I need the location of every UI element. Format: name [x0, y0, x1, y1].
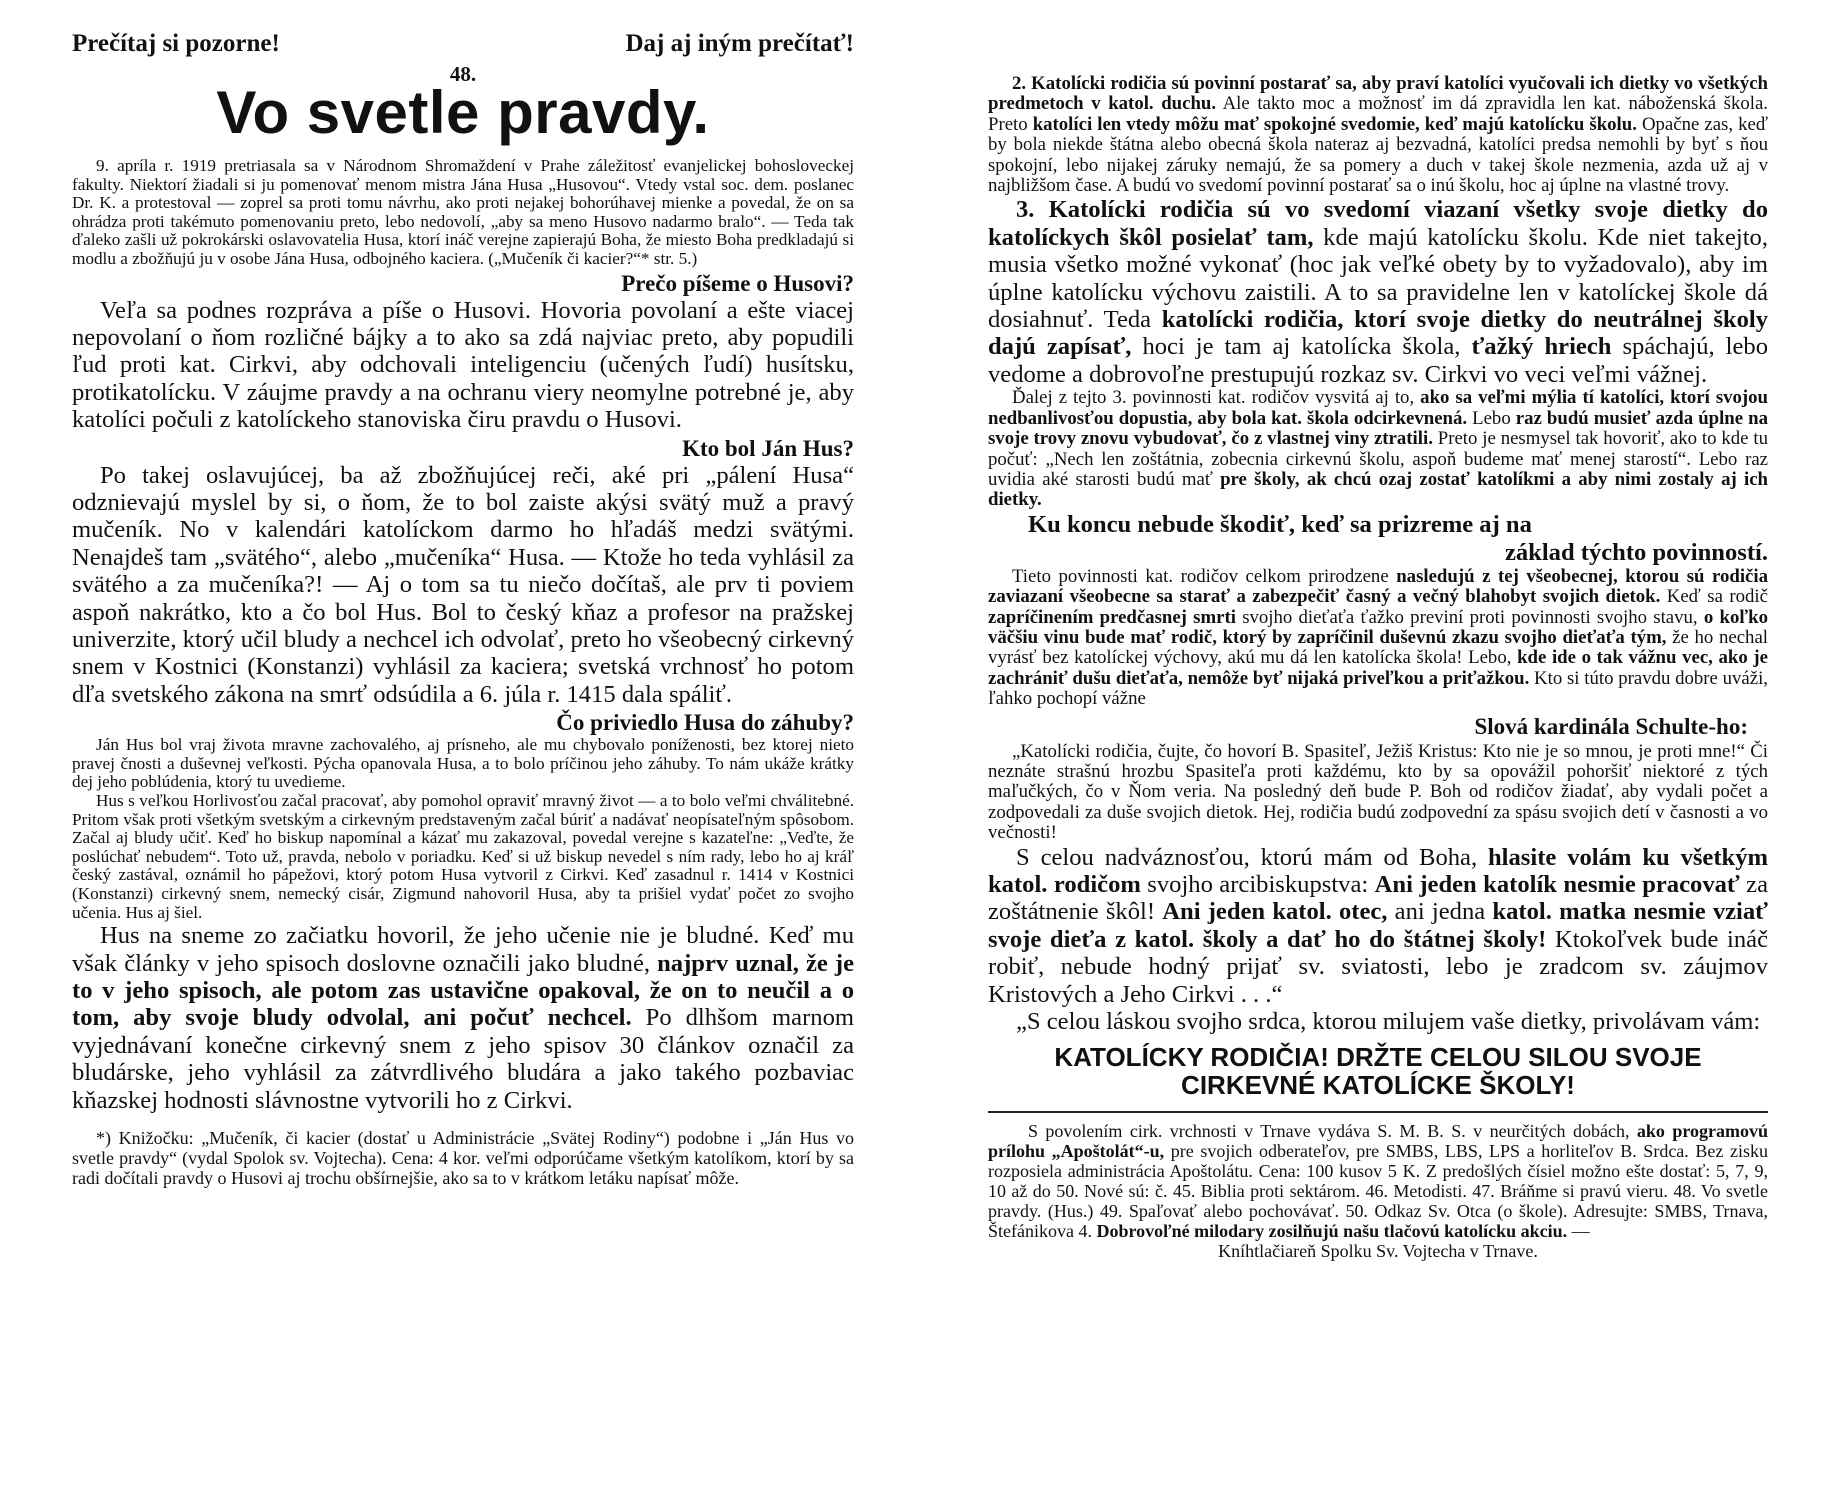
- foundation-bold-h: kde ide o tak vážnu vec, ako je zachrániť dušu dieťaťa, nemôže byť nijaká priveľkou a priťažkou.: [988, 647, 1769, 689]
- paragraph-council: [72, 922, 854, 1114]
- footnote: *) Knižočku: „Mučeník, či kacier (dostať u Administrácie „Svätej Rodiny“) podobne i „Ján Hus vo svetle pravdy“ (vydal Spolok sv. Vojtecha). Cena: 4 kor. veľmi odporúčame všetkým katolíkom, ktorí by sa radi dočítali pravdy o Husovi aj trochu obšírnejšie, ako sa to v krátkom letáku napísať môže.: [72, 1128, 854, 1189]
- consequence-paragraph: [988, 388, 1768, 510]
- foundation-text-a: Tieto povinnosti kat. rodičov celkom prirodzene: [1012, 565, 1397, 587]
- header-row: [72, 30, 854, 58]
- intro-paragraph: 9. apríla r. 1919 pretriasala sa v Národnom Shromaždení v Prahe záležitosť evanjelickej bohosloveckej fakulty. Niektorí žiadali si ju pomenovať menom mistra Jána Husa „Husovou“. Vtedy vstal soc. dem. poslanec Dr. K. a protestoval — zoprel sa proti tomu návrhu, ako proti nejakej bohorúhavej mienke a povedal, že on sa ohrádza proti takémuto pomenovaniu preto, lebo nedovolí, „aby sa meno Husovo nadarmo bralo“. — Teda tak ďaleko zašli už pokrokárski oslavovatelia Husa, ktorí ináč verejne zapierajú Boha, že miesto Boha predkladajú si modlu a zbožňujú ju v osobe Jána Husa, odbojného kaciera. („Mučeník či kacier?“* str. 5.): [72, 156, 854, 268]
- quote2-bold-b: hlasite volám ku všetkým katol. rodičom: [988, 843, 1768, 898]
- divider-rule: [988, 1111, 1768, 1113]
- foundation-text-c: Keď sa rodič: [1660, 586, 1768, 608]
- right-page: [988, 74, 1768, 1261]
- quote2-text-c: svojho arcibiskupstva:: [1140, 871, 1375, 898]
- quote2-text-i: Ktokoľvek bude ináč robiť, nebude hodný prijať sv. sviatosti, lebo je zradcom sv. záujmov Kristových a Jeho Cirkvi . . .“: [988, 925, 1768, 1008]
- page-number: 48.: [449, 62, 477, 86]
- paragraph-why: Veľa sa podnes rozpráva a píše o Husovi. Hovoria povolaní a ešte viacej nepovolaní o ňom rozličné bájky a to ako sa zdá najviac preto, aby popudili ľud proti kat. Cirkvi, aby odchovali inteligenciu (učených ľudí) husítsku, protikatolícku. V záujme pravdy a na ochranu viery neomylne potrebné je, aby katolíci počuli z katolíckeho stanoviska čiru pravdu o Husovi.: [72, 296, 854, 434]
- duty-3-text-b: kde majú katolícku školu. Kde niet takejto, musia všetko možné vykonať (hoc jak veľké obety by to vyžadovalo), aby im úplne katolícku výchovu zaistili. A to sa pravidelne len v katolíckej škole dá dosiahnuť. Teda: [988, 223, 1768, 334]
- paragraph-ruin-2: Hus s veľkou Horlivosťou začal pracovať, aby pomohol opraviť mravný život — a to bolo veľmi chválitebné. Pritom však proti všetkým svetským a cirkevným predstaveným začal búriť a nadávať neopísateľným spôsobom. Začal aj bludy učiť. Keď ho biskup napomínal a kázať mu zakazoval, povedal verejne s kazateľne: „Veďte, že poslúchať nebudem“. Toto už, pravda, nebolo v poriadku. Keď si už biskup nevedel s ním rady, lebo ho aj kráľ český zastával, oznámil ho pápežovi, ktorý potom Husa vytvoril z Cirkvi. Keď zasadnul r. 1414 v Kostnici (Konstanzi) cirkevný snem, nemecký cisár, Zigmund nahovoril Husa, aby ta prišiel vydať počet zo svojho učenia. Hus aj šiel.: [72, 791, 854, 922]
- paragraph-ruin-1: Ján Hus bol vraj života mravne zachovalého, aj prísneho, ale mu chybovalo poníženosti, bez ktorej nieto pravej čnosti a duševnej veľkosti. Pýcha opanovala Husa, a to bolo príčinou jeho záhuby. To nám ukáže krátky dej jeho poblúdenia, ktorý tu uvedieme.: [72, 735, 854, 792]
- header-right: Daj aj iným prečítať!: [625, 30, 854, 57]
- foundation-text-e: svojho dieťaťa ťažko previní proti povinnosti svojho stavu,: [1235, 606, 1704, 628]
- consequence-bold-b: ako sa veľmi mýlia tí katolíci, ktorí svojou nedbanlivosťou dopustia, aby bola kat. škola odcirkevnená.: [988, 387, 1768, 429]
- section-heading-line-1: Ku koncu nebude škodiť, keď sa prizreme aj na: [1028, 510, 1532, 538]
- subheading-ruin: Čo priviedlo Husa do záhuby?: [556, 710, 854, 736]
- foundation-text-i: Kto si túto pravdu dobre uváži, ľahko pochopí vážne: [988, 667, 1768, 710]
- foundation-bold-d: zapríčinením predčasnej smrti: [988, 606, 1236, 628]
- consequence-bold-d: raz budú musieť azda úplne na svoje trovy znovu vybudovať, čo z vlastnej viny ztratili.: [988, 407, 1768, 450]
- duty-3-bold-e: ťažký hriech: [1471, 333, 1612, 361]
- duty-3-text-d: hoci je tam aj katolícka škola,: [1131, 333, 1472, 361]
- subheading-who: Kto bol Ján Hus?: [682, 435, 854, 461]
- duty-2-paragraph: [988, 74, 1768, 196]
- colophon-text-e: —: [1567, 1221, 1590, 1242]
- foundation-text-g: že ho nechal vyrásť bez katolíckej výchovy, akú mu dá len katolícka škola! Lebo,: [988, 626, 1768, 669]
- colophon-bold-d: Dobrovoľné milodary zosilňujú našu tlačovú katolícku akciu.: [1096, 1221, 1568, 1242]
- slogan-line-2: CIRKEVNÉ KATOLÍCKE ŠKOLY!: [1181, 1070, 1575, 1101]
- left-page: [72, 30, 854, 1189]
- colophon-paragraph: [988, 1121, 1768, 1241]
- quote-heading: Slová kardinála Schulte-ho:: [1474, 713, 1748, 739]
- quote-paragraph-3: „S celou láskou svojho srdca, ktorou milujem vaše dietky, privolávam vám:: [1016, 1008, 1761, 1036]
- header-left: Prečítaj si pozorne!: [72, 30, 280, 57]
- duty-3-text-f: spáchajú, lebo vedome a dobrovoľne prestupujú rozkaz sv. Cirkvi vo veci veľmi vážnej.: [988, 333, 1769, 388]
- foundation-bold-b: nasledujú z tej všeobecnej, ktorou sú rodičia zaviazaní všeobecne sa starať a zabezpečiť časný a večný blahobyt svojich dietok.: [988, 565, 1769, 608]
- duty-3-bold-c: katolícki rodičia, ktorí svoje dietky do neutrálnej školy dajú zapísať,: [988, 306, 1768, 361]
- colophon-text-c: pre svojich odberateľov, pre SMBS, LBS, LPS a horliteľov B. Srdca. Bez zisku rozposiela administrácia Apoštolátu. Cena: 100 kusov 5 K. Z predošlých čísiel možno ešte dostať: 5, 7, 9, 10 až do 50. Nové sú: č. 45. Biblia proti sektárom. 46. Metodisti. 47. Bráňme si pravú vieru. 48. Vo svetle pravdy. (Hus.) 49. Spaľovať alebo pochovávať. 50. Odkaz Sv. Otca (o škole). Adresujte: SMBS, Trnava, Štefánikova 4.: [988, 1141, 1768, 1242]
- quote-paragraph-1: „Katolícki rodičia, čujte, čo hovorí B. Spasiteľ, Ježiš Kristus: Kto nie je so mnou, je proti mne!“ Či neznáte strašnú hrozbu Spasiteľa proti každému, kto by sa opovážil pohoršiť niektoré z tých maľučkých, čo v Ňom veria. Na posledný deň bude P. Boh od rodičov žiadať, aby vydali počet a zodpovedali za duše svojich dietok. Hej, rodičia budú zodpovední za spásu svojich detí v časnosti a vo večnosti!: [988, 740, 1768, 844]
- foundation-bold-f: o koľko väčšiu vinu bude mať rodič, ktorý by zapríčinil duševnú zkazu svojho dieťaťa tým,: [988, 606, 1768, 648]
- colophon-bold-b: ako programovú prílohu „Apoštolát“-u,: [988, 1121, 1768, 1162]
- quote2-bold-h: katol. matka nesmie vziať svoje dieťa z katol. školy a dať ho do štátnej školy!: [988, 898, 1768, 953]
- quote2-bold-f: Ani jeden katol. otec,: [1162, 898, 1388, 926]
- section-heading-line-2: základ týchto povinností.: [1504, 538, 1768, 566]
- duty-2-bold-a: 2. Katolícki rodičia sú povinní postarať sa, aby praví katolíci vyučovali ich dietky vo všetkých predmetoch v katol. duchu.: [988, 73, 1768, 115]
- quote2-text-g: ani jedna: [1387, 898, 1493, 926]
- duty-3-paragraph: [988, 196, 1768, 388]
- foundation-paragraph: [988, 567, 1768, 710]
- page-title: Vo svetle pravdy.: [216, 79, 710, 146]
- consequence-bold-f: pre školy, ak chcú ozaj zostať katolíkmi a aby nimi zostaly aj ich dietky.: [988, 468, 1768, 511]
- council-text-a: Hus na sneme zo začiatku hovoril, že jeho učenie nie je bludné. Keď mu však články v jeho spisoch doslovne označili jako bludné,: [72, 922, 854, 977]
- quote2-text-a: S celou nadváznosťou, ktorú mám od Boha,: [1016, 843, 1488, 871]
- duty-3-bold-a: 3. Katolícki rodičia sú vo svedomí viazaní všetky svoje dietky do katolíckych škôl posielať tam,: [988, 196, 1768, 251]
- subheading-why: Prečo píšeme o Husovi?: [621, 270, 854, 296]
- slogan-line-1: KATOLÍCKY RODIČIA! DRŽTE CELOU SILOU SVOJE: [1054, 1042, 1702, 1073]
- duty-2-text-d: Opačne zas, keď by bola niekde štátna alebo obecná škola nateraz aj bezvadná, katolíci predsa nemohli by byť s ňou spokojní, lebo nijakej záruky nemajú, že sa pomery a duch v takej škole nezmenia, azda už aj v najbližšom čase. A budú vo svedomí povinní postarať sa o inú školu, hoc aj úplne na vlastné trovy.: [988, 113, 1768, 197]
- quote-paragraph-2: [988, 844, 1768, 1008]
- colophon-text-a: S povolením cirk. vrchnosti v Trnave vydáva S. M. B. S. v neurčitých dobách,: [1028, 1121, 1637, 1142]
- consequence-text-a: Ďalej z tejto 3. povinnosti kat. rodičov vysvitá aj to,: [1012, 387, 1421, 409]
- printer-line: Kníhtlačiareň Spolku Sv. Vojtecha v Trnave.: [1218, 1241, 1538, 1262]
- paragraph-who: Po takej oslavujúcej, ba až zbožňujúcej reči, aké pri „pálení Husa“ odznievajú myslel by si, o ňom, že to bol zaiste akýsi svätý muž a pravý mučeník. No v kalendári katolíckom darmo ho hľadáš medzi svätými. Nenajdeš tam „svätého“, alebo „mučeníka“ Husa. — Ktože ho teda vyhlásil za svätého a za mučeníka?! — Aj o tom sa tu niečo dočítaš, ale prv ti poviem aspoň nakrátko, kto a čo bol Hus. Bol to český kňaz a profesor na pražskej univerzite, ktorý učil bludy a nechcel ich odvolať, preto ho všeobecný cirkevný snem v Kostnici (Konstanzi) vyhlásil za kaciera; svetská vrchnosť ho potom dľa svetského zákona na smrť odsúdila a 6. júla r. 1415 dala spáliť.: [72, 461, 854, 708]
- council-text-bold: najprv uznal, že je to v jeho spisoch, ale potom zas ustavične opakoval, že on to neučil a o tom, aby svoje bludy odvolal, ani počuť nechcel.: [72, 949, 854, 1032]
- quote2-bold-d: Ani jeden katolík nesmie pracovať: [1374, 871, 1740, 898]
- duty-2-text-b: Ale takto moc a možnosť im dá zpravidla len kat. náboženská škola. Preto: [988, 93, 1768, 135]
- quote2-text-e: za zoštátnenie škôl!: [988, 871, 1768, 926]
- consequence-text-e: Preto je nesmysel tak hovoriť, ako to kde tu počuť: „Nech len zoštátnia, zobecnia cirkevnú školu, aspoň budeme mať menej starostí“. Lebo raz uvidia aké starosti budú mať: [988, 428, 1768, 490]
- consequence-text-c: Lebo: [1467, 407, 1516, 429]
- duty-2-bold-c: katolíci len vtedy môžu mať spokojné svedomie, keď majú katolícku školu.: [1032, 113, 1637, 135]
- council-text-c: Po dlhšom marnom vyjednávaní konečne cirkevný snem z jeho spisov 30 článkov označil za bludárske, jeho vyhlásil za zátvrdlivého bludára a jako takého pozbaviac kňazskej hodnosti slávnostne vytvorili ho z Cirkvi.: [72, 1004, 854, 1114]
